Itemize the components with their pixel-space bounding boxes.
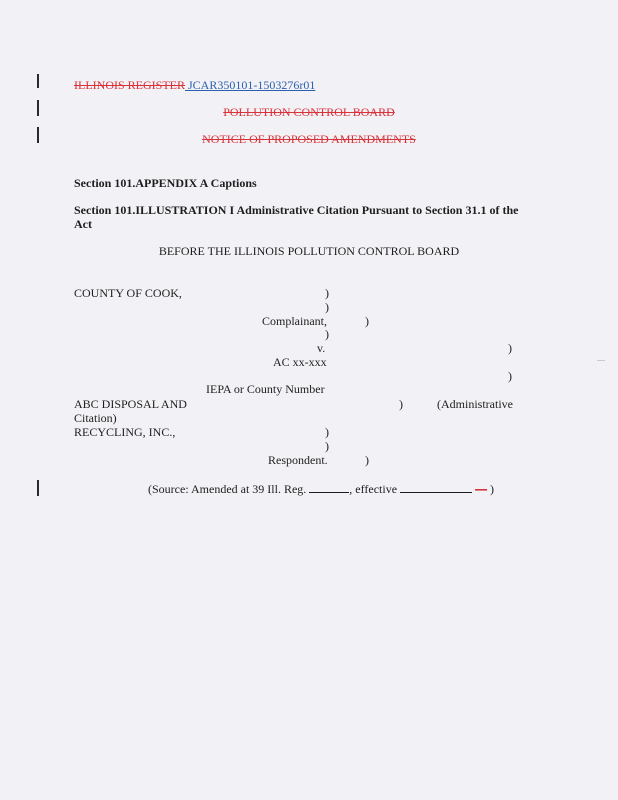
illustration-heading-line2: Act (74, 217, 92, 231)
appendix-heading: Section 101.APPENDIX A Captions (74, 176, 257, 190)
deleted-dash: — (475, 482, 488, 496)
register-header (74, 78, 315, 92)
caption-paren: ) (365, 453, 369, 467)
deleted-notice-text: NOTICE OF PROPOSED AMENDMENTS (202, 132, 416, 146)
source-prefix: (Source: Amended at 39 Ill. Reg. (148, 482, 310, 496)
caption-paren: ) (508, 369, 512, 383)
caption-paren: ) (325, 425, 329, 439)
respondent-label: Respondent. (268, 453, 328, 467)
caption-paren: ) (365, 314, 369, 328)
iepa-number: IEPA or County Number (206, 382, 325, 396)
scan-smudge (597, 360, 605, 361)
source-effective: , effective (349, 482, 401, 496)
notice-header (0, 132, 618, 146)
change-bar-4 (37, 480, 39, 496)
board-header (0, 105, 618, 119)
effective-date-blank (400, 481, 472, 493)
deleted-register-text: ILLINOIS REGISTER (74, 78, 185, 92)
caption-paren: ) (325, 300, 329, 314)
caption-paren: ) (325, 327, 329, 341)
deleted-board-text: POLLUTION CONTROL BOARD (223, 105, 395, 119)
county-of-cook: COUNTY OF COOK, (74, 286, 182, 300)
source-suffix: ) (490, 482, 495, 496)
citation-label: Citation) (74, 411, 117, 425)
abc-disposal: ABC DISPOSAL AND (74, 397, 187, 411)
caption-paren: ) (399, 397, 403, 411)
caption-paren: ) (325, 439, 329, 453)
reg-page-blank (309, 481, 349, 493)
inserted-register-id: JCAR350101-1503276r01 (185, 78, 316, 92)
illustration-heading-line1: Section 101.ILLUSTRATION I Administrative Citation Pursuant to Section 31.1 of the (74, 203, 519, 217)
versus-label: v. (317, 341, 326, 355)
ac-number: AC xx-xxx (273, 355, 327, 369)
complainant-label: Complainant, (262, 314, 327, 328)
caption-paren: ) (508, 341, 512, 355)
before-board-title: BEFORE THE ILLINOIS POLLUTION CONTROL BOARD (158, 244, 460, 258)
caption-paren: ) (325, 286, 329, 300)
administrative-label: (Administrative (437, 397, 513, 411)
source-note (148, 481, 494, 496)
change-bar-1 (37, 74, 39, 88)
recycling-inc: RECYCLING, INC., (74, 425, 176, 439)
